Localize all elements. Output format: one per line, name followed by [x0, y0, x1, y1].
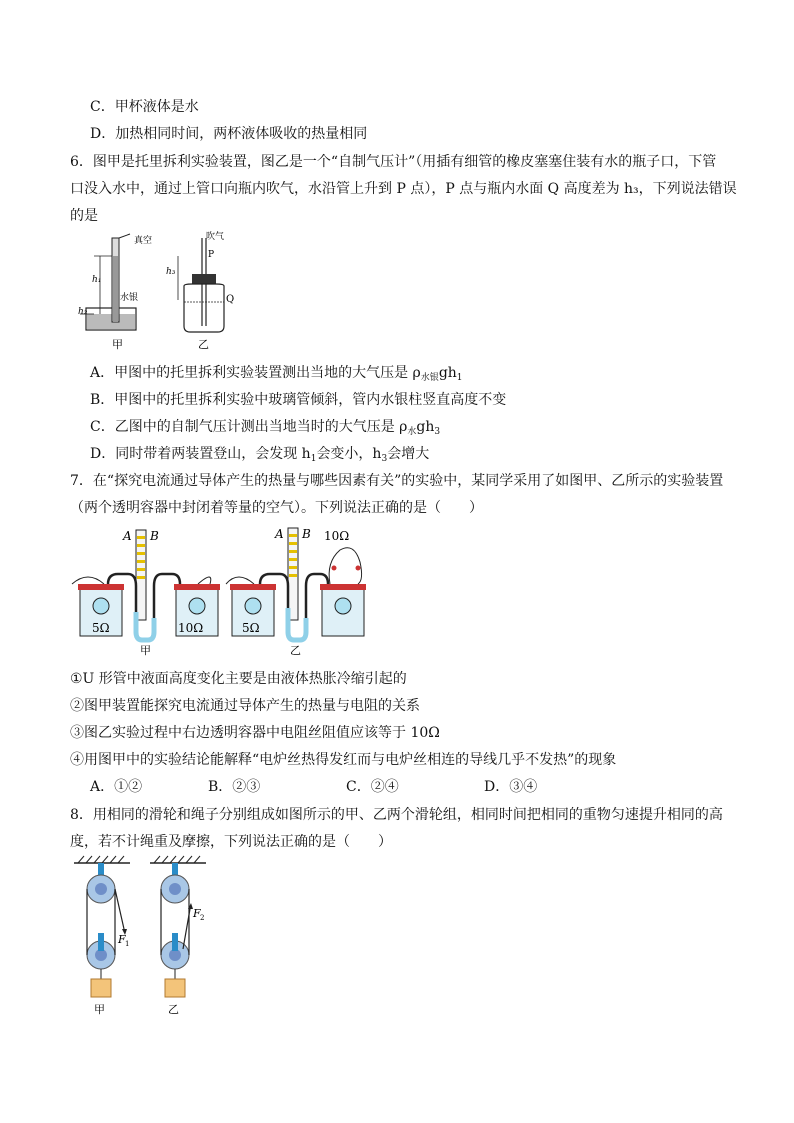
q7-statement-3: ③图乙实验过程中右边透明容器中电阻丝阻值应该等于 10Ω	[70, 725, 440, 741]
resistor-5-a: 5Ω	[92, 621, 110, 635]
q8-stem-line-1: 8．用相同的滑轮和绳子分别组成如图所示的甲、乙两个滑轮组，相同时间把相同的重物匀速提升相同的高	[70, 807, 723, 823]
q7-figure	[68, 522, 368, 657]
q6-option-c-tail: gh	[416, 419, 435, 435]
q6-option-a-text: A．甲图中的托里拆利实验装置测出当地的大气压是 ρ	[90, 365, 421, 381]
q7-option-a: A．①②	[90, 779, 143, 795]
q6-option-c-text: C．乙图中的自制气压计测出当地当时的大气压是 ρ	[90, 419, 408, 435]
q6-option-d-tail: 会增大	[387, 446, 430, 462]
label-a-a: A	[123, 529, 132, 543]
fig7-b-caption: 乙	[290, 644, 301, 657]
q7-options	[90, 776, 537, 796]
pulley-system-a	[74, 856, 130, 1016]
resistor-10-b-top: 10Ω	[324, 529, 350, 543]
fig8-b-caption: 乙	[168, 1003, 179, 1016]
q6-option-b: B．甲图中的托里拆利实验中玻璃管倾斜，管内水银柱竖直高度不变	[90, 392, 507, 408]
f2-label: F	[193, 907, 201, 920]
q6-option-c	[90, 416, 440, 437]
q-label: Q	[226, 294, 235, 305]
f1-label: F	[118, 933, 126, 946]
label-b-a: B	[150, 529, 159, 543]
fig7-a-caption: 甲	[140, 644, 151, 657]
q6-option-a-index: 1	[456, 373, 463, 383]
q6-stem-line-1: 6．图甲是托里拆利实验装置，图乙是一个“自制气压计”（用插有细管的橡皮塞塞住装有水的瓶子口，下管	[70, 154, 717, 170]
joule-apparatus-a	[72, 529, 220, 657]
q6-option-a	[90, 362, 463, 383]
resistor-5-b: 5Ω	[242, 621, 260, 635]
joule-apparatus-b	[226, 527, 366, 657]
torricelli-apparatus	[78, 234, 152, 351]
q6-option-d-text: D．同时带着两装置登山，会发现 h	[90, 446, 311, 462]
q6-option-d-mid: 会变小，h	[316, 446, 382, 462]
vacuum-label: 真空	[134, 236, 153, 246]
q8-figure	[70, 855, 230, 1017]
fig-a-caption: 甲	[112, 338, 123, 351]
q8-stem-line-2: 度，若不计绳重及摩擦，下列说法正确的是（ ）	[70, 834, 392, 850]
pulley-system-b	[150, 856, 206, 1016]
q5-option-c: C．甲杯液体是水	[90, 99, 199, 115]
label-b-b: B	[302, 527, 311, 541]
h2-label: h₂	[78, 307, 88, 317]
f2-index: 2	[200, 914, 205, 922]
mercury-label: 水银	[120, 293, 139, 303]
h1-label: h₁	[92, 275, 102, 285]
q7-stem-line-1: 7．在“探究电流通过导体产生的热量与哪些因素有关”的实验中，某同学采用了如图甲、乙所示的实验装置	[70, 473, 724, 489]
resistor-10-a: 10Ω	[178, 621, 204, 635]
q6-stem-line-3: 的是	[70, 208, 98, 224]
fig-b-caption: 乙	[198, 338, 209, 351]
f1-index: 1	[125, 940, 130, 948]
q5-option-d: D．加热相同时间，两杯液体吸收的热量相同	[90, 126, 368, 142]
q7-option-c: C．②④	[346, 779, 399, 795]
q6-option-d-index-2: 3	[381, 454, 388, 464]
q7-statement-4: ④用图甲中的实验结论能解释“电炉丝热得发红而与电炉丝相连的导线几乎不发热”的现象	[70, 752, 617, 768]
blow-label: 吹气	[206, 232, 225, 242]
q6-option-c-subscript: 水	[407, 427, 417, 437]
q7-statement-1: ①U 形管中液面高度变化主要是由液体热胀冷缩引起的	[70, 671, 407, 687]
fig8-a-caption: 甲	[94, 1003, 105, 1016]
p-label: P	[208, 250, 215, 260]
q7-statement-2: ②图甲装置能探究电流通过导体产生的热量与电阻的关系	[70, 698, 420, 714]
q6-option-a-tail: gh	[438, 365, 457, 381]
q6-figure	[78, 230, 248, 352]
q6-option-a-subscript: 水银	[420, 373, 439, 383]
q7-option-d: D．③④	[484, 779, 538, 795]
q6-stem-line-2: 口没入水中，通过上管口向瓶内吹气，水沿管上升到 P 点），P 点与瓶内水面 Q 高度差为 h₃，下列说法错误	[70, 181, 737, 197]
label-a-b: A	[275, 527, 284, 541]
q7-option-b: B．②③	[208, 779, 261, 795]
q6-option-d-index-1: 1	[310, 454, 317, 464]
q7-stem-line-2: （两个透明容器中封闭着等量的空气）。下列说法正确的是（ ）	[70, 500, 483, 516]
h3-label: h₃	[166, 267, 176, 277]
q6-option-c-index: 3	[434, 427, 441, 437]
barometer-apparatus	[166, 230, 234, 351]
q6-option-d	[90, 443, 429, 464]
